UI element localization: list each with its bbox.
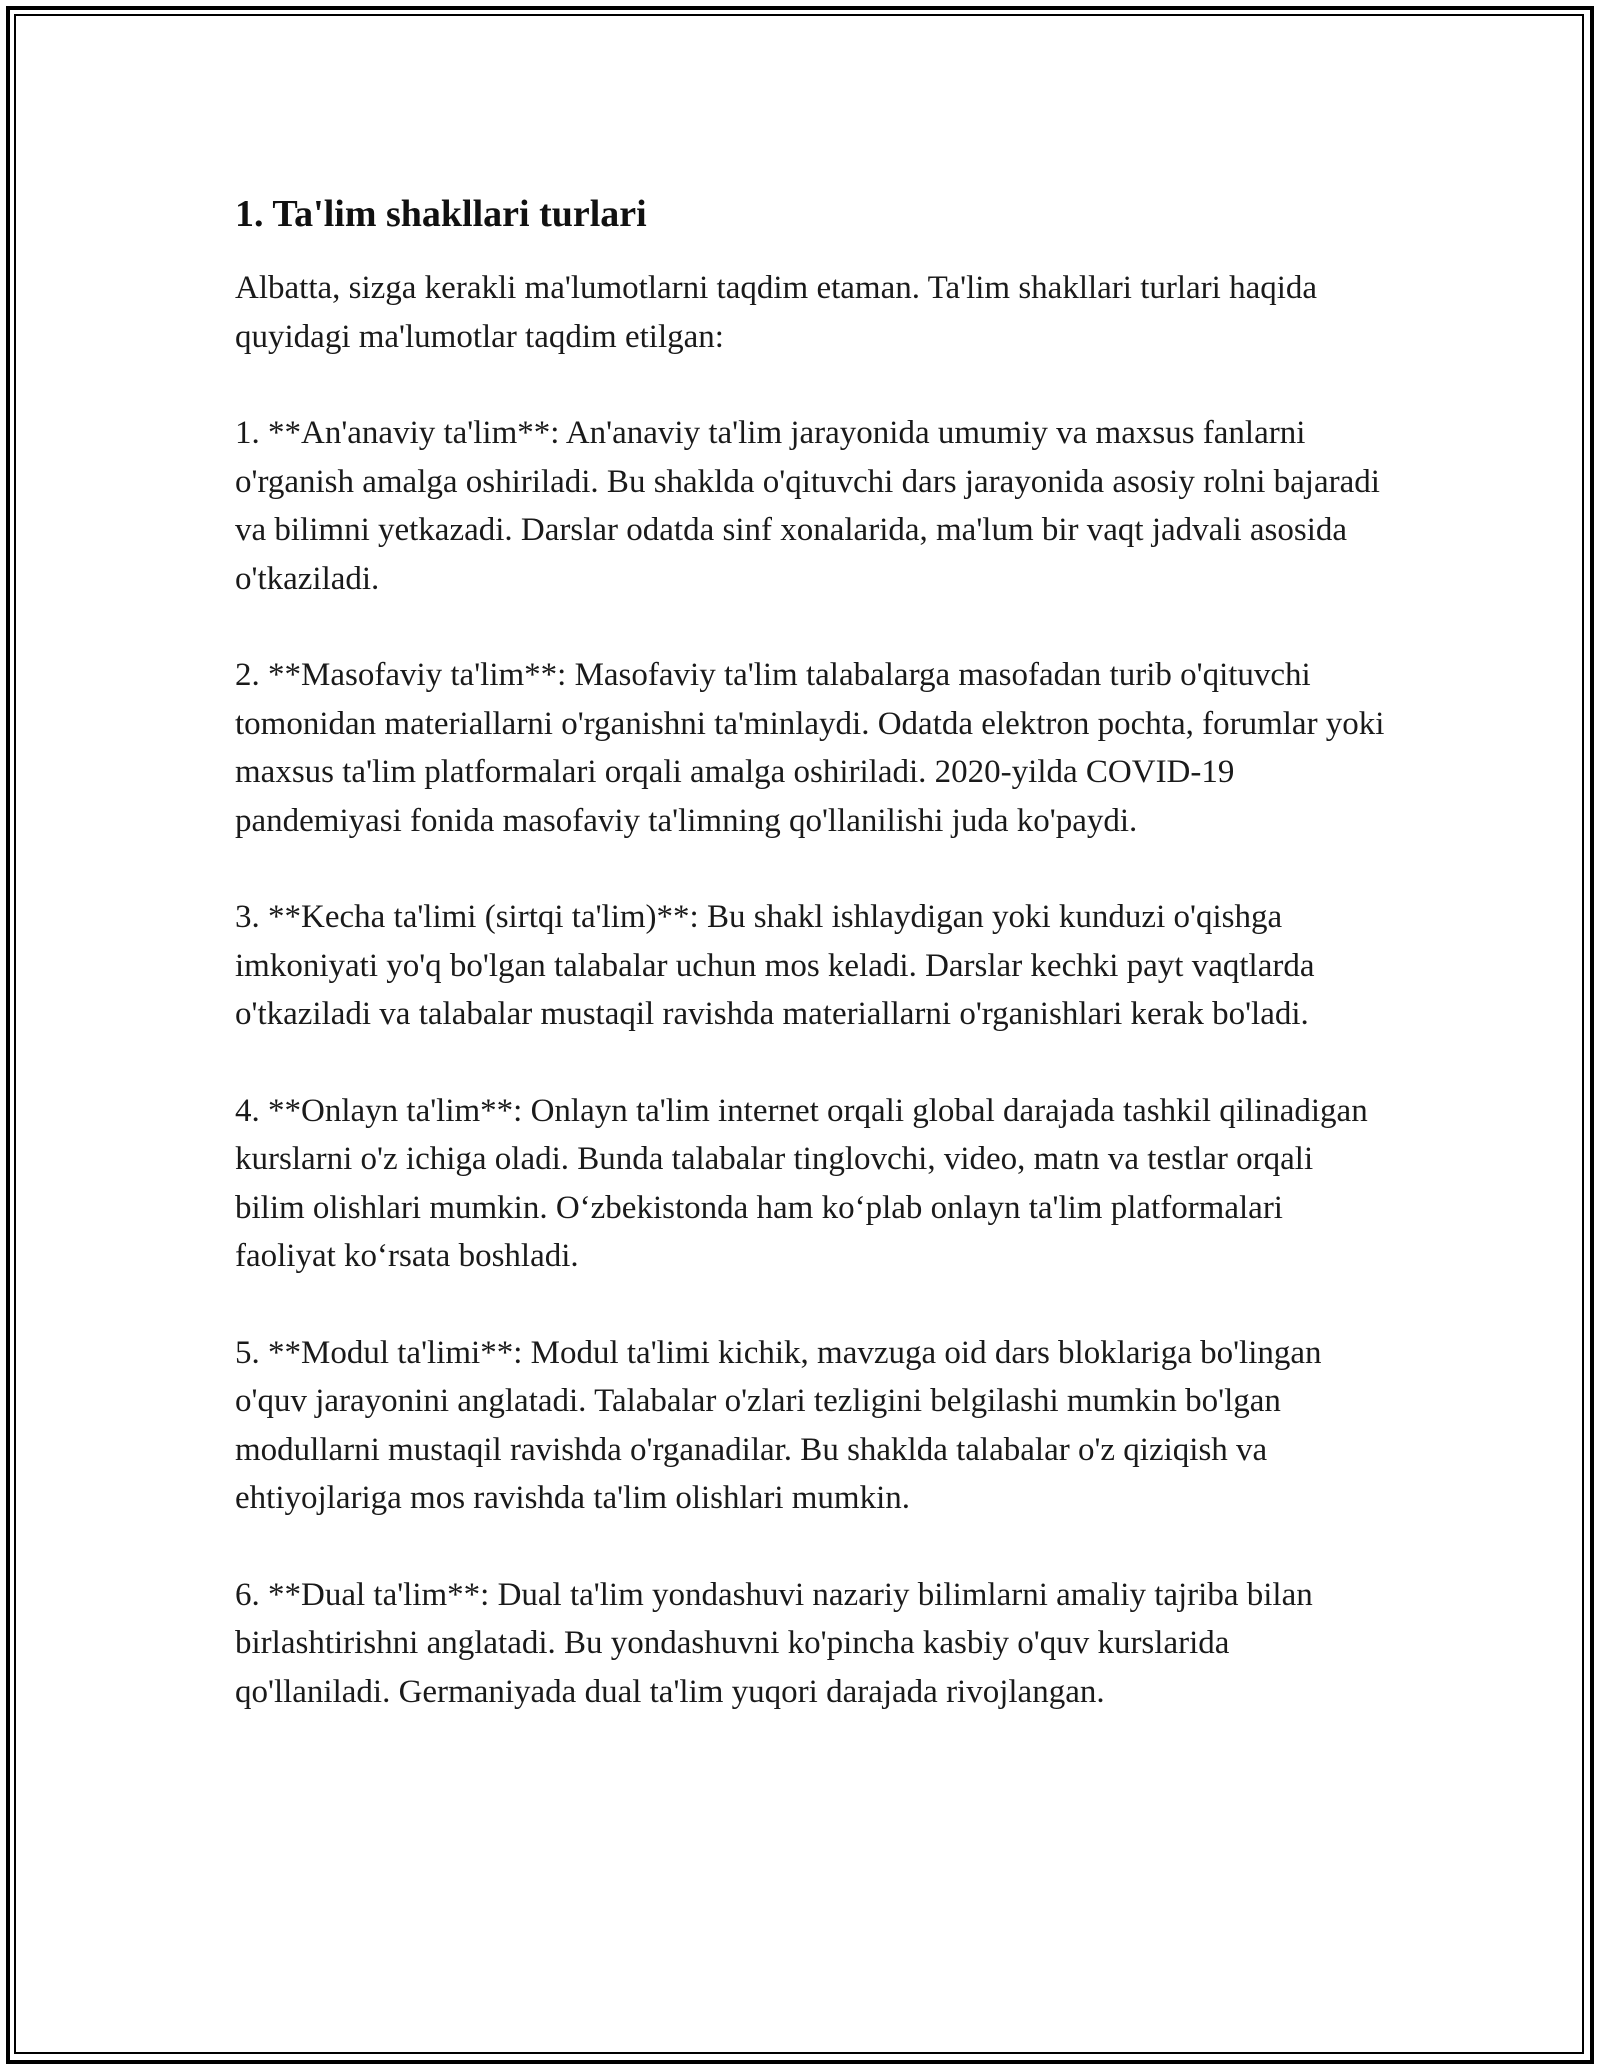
list-item: 1. **An'anaviy ta'lim**: An'anaviy ta'lim jarayonida umumiy va maxsus fanlarni o'rganish amalga oshiriladi. Bu shaklda o'qituvchi dars jarayonida asosiy rolni bajaradi va bilimni yetkazadi. Darslar odatda sinf xonalarida, ma'lum bir vaqt jadvali asosida o'tkaziladi. bbox=[235, 415, 1380, 597]
list-item: 2. **Masofaviy ta'lim**: Masofaviy ta'lim talabalarga masofadan turib o'qituvchi tomonidan materiallarni o'rganishni ta'minlaydi. Odatda elektron pochta, forumlar yoki maxsus ta'lim platformalari orqali amalga oshiriladi. 2020-yilda COVID-19 pandemiyasi fonida masofaviy ta'limning qo'llanilishi juda ko'paydi. bbox=[235, 657, 1385, 839]
list-item: 3. **Kecha ta'limi (sirtqi ta'lim)**: Bu shakl ishlaydigan yoki kunduzi o'qishga imkoniyati yo'q bo'lgan talabalar uchun mos keladi. Darslar kechki payt vaqtlarda o'tkaziladi va talabalar mustaqil ravishda materiallarni o'rganishlari kerak bo'ladi. bbox=[235, 899, 1315, 1032]
document-body bbox=[235, 188, 1385, 1764]
list-item: 4. **Onlayn ta'lim**: Onlayn ta'lim internet orqali global darajada tashkil qilinadigan kurslarni o'z ichiga oladi. Bunda talabalar tinglovchi, video, matn va testlar orqali bilim olishlari mumkin. O‘zbekistonda ham ko‘plab onlayn ta'lim platformalari faoliyat ko‘rsata boshladi. bbox=[235, 1092, 1368, 1274]
intro-paragraph: Albatta, sizga kerakli ma'lumotlarni taqdim etaman. Ta'lim shakllari turlari haqida quyidagi ma'lumotlar taqdim etilgan: bbox=[235, 270, 1318, 355]
page-title: 1. Ta'lim shakllari turlari bbox=[235, 193, 647, 235]
list-item: 5. **Modul ta'limi**: Modul ta'limi kichik, mavzuga oid dars bloklariga bo'lingan o'quv jarayonini anglatadi. Talabalar o'zlari tezligini belgilashi mumkin bo'lgan modullarni mustaqil ravishda o'rganadilar. Bu shaklda talabalar o'z qiziqish va ehtiyojlariga mos ravishda ta'lim olishlari mumkin. bbox=[235, 1334, 1322, 1516]
list-item: 6. **Dual ta'lim**: Dual ta'lim yondashuvi nazariy bilimlarni amaliy tajriba bilan birlashtirishni anglatadi. Bu yondashuvni ko'pincha kasbiy o'quv kurslarida qo'llaniladi. Germaniyada dual ta'lim yuqori darajada rivojlangan. bbox=[235, 1576, 1313, 1710]
